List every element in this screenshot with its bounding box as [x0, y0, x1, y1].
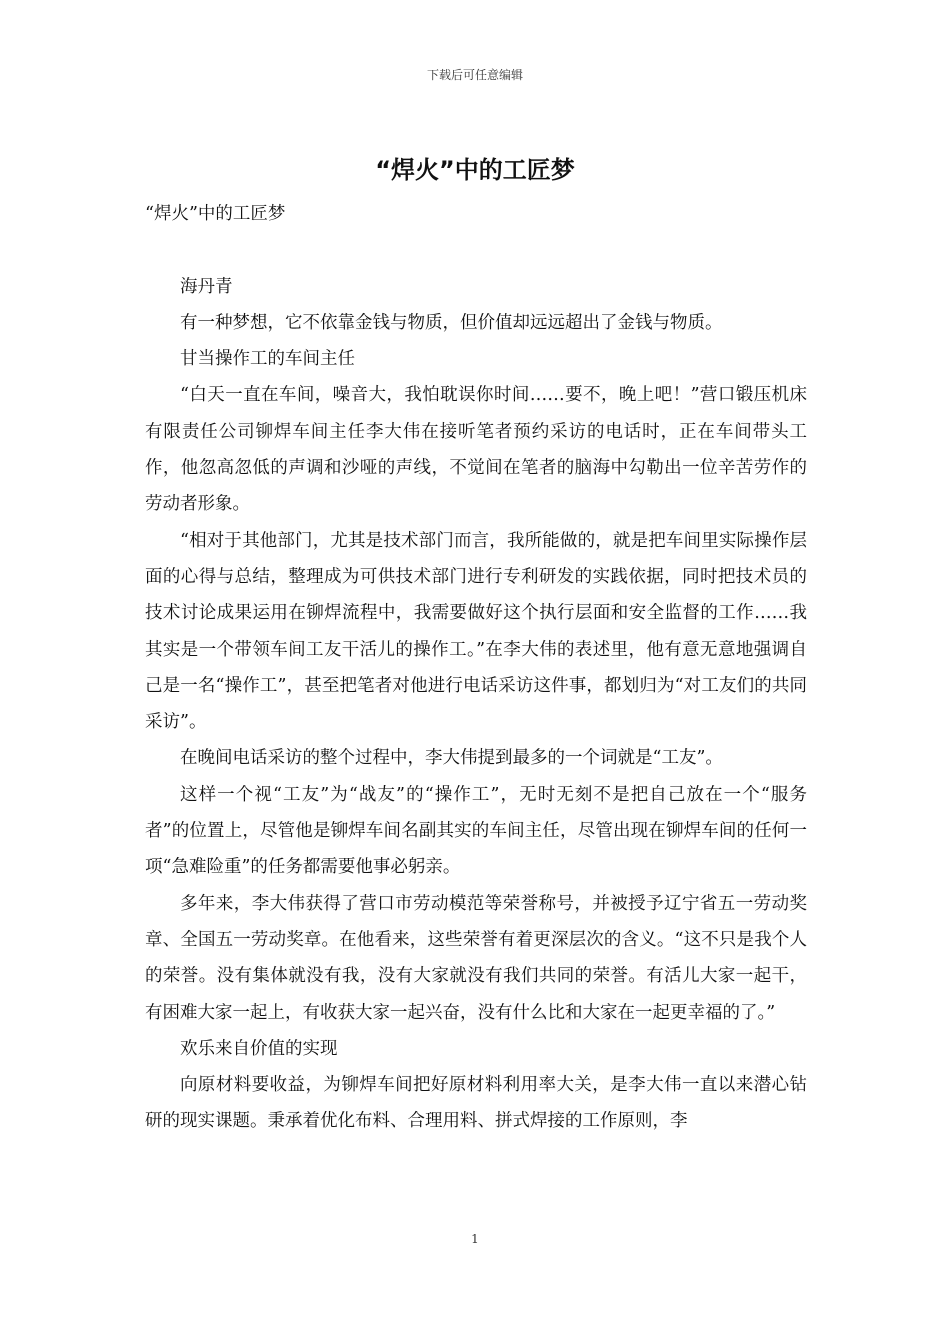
- document-title: “焊火”中的工匠梦: [375, 156, 575, 184]
- blank-line: [145, 232, 807, 268]
- paragraph: 这样一个视“工友”为“战友”的“操作工”，无时无刻不是把自己放在一个“服务者”的位置上，尽管他是铆焊车间名副其实的车间主任，尽管出现在铆焊车间的任何一项“急难险重”的任务都需要他事必躬亲。: [145, 784, 807, 878]
- section-heading: 甘当操作工的车间主任: [180, 349, 355, 370]
- paragraph: 向原材料要收益，为铆焊车间把好原材料利用率大关，是李大伟一直以来潜心钻研的现实课题。秉承着优化布料、合理用料、拼式焊接的工作原则，李: [145, 1075, 807, 1132]
- paragraph: 多年来，李大伟获得了营口市劳动模范等荣誉称号，并被授予辽宁省五一劳动奖章、全国五一劳动奖章。在他看来，这些荣誉有着更深层次的含义。“这不只是我个人的荣誉。没有集体就没有我，没有大家就没有我们共同的荣誉。有活儿大家一起干，有困难大家一起上，有收获大家一起兴奋，没有什么比和大家在一起更幸福的了。”: [145, 893, 807, 1023]
- paragraph: 在晚间电话采访的整个过程中，李大伟提到最多的一个词就是“工友”。: [180, 748, 723, 769]
- subtitle-line: “焊火”中的工匠梦: [145, 204, 286, 224]
- article-body: [145, 196, 807, 1140]
- page-number: 1: [471, 1232, 479, 1246]
- paragraph: “相对于其他部门，尤其是技术部门而言，我所能做的，就是把车间里实际操作层面的心得与总结，整理成为可供技术部门进行专利研发的实践依据，同时把技术员的技术讨论成果运用在铆焊流程中，我需要做好这个执行层面和安全监督的工作……我其实是一个带领车间工友干活儿的操作工。”在李大伟的表述里，他有意无意地强调自己是一名“操作工”，甚至把笔者对他进行电话采访这件事，都划归为“对工友们的共同采访”。: [145, 530, 807, 733]
- author-line: 海丹青: [180, 276, 233, 297]
- header-note: 下载后可任意编辑: [426, 68, 523, 82]
- section-heading: 欢乐来自价值的实现: [180, 1038, 338, 1059]
- paragraph: “白天一直在车间，噪音大，我怕耽误你时间……要不，晚上吧！”营口锻压机床有限责任公司铆焊车间主任李大伟在接听笔者预约采访的电话时，正在车间带头工作，他忽高忽低的声调和沙哑的声线，不觉间在笔者的脑海中勾勒出一位辛苦劳作的劳动者形象。: [145, 385, 807, 515]
- paragraph: 有一种梦想，它不依靠金钱与物质，但价值却远远超出了金钱与物质。: [180, 312, 723, 333]
